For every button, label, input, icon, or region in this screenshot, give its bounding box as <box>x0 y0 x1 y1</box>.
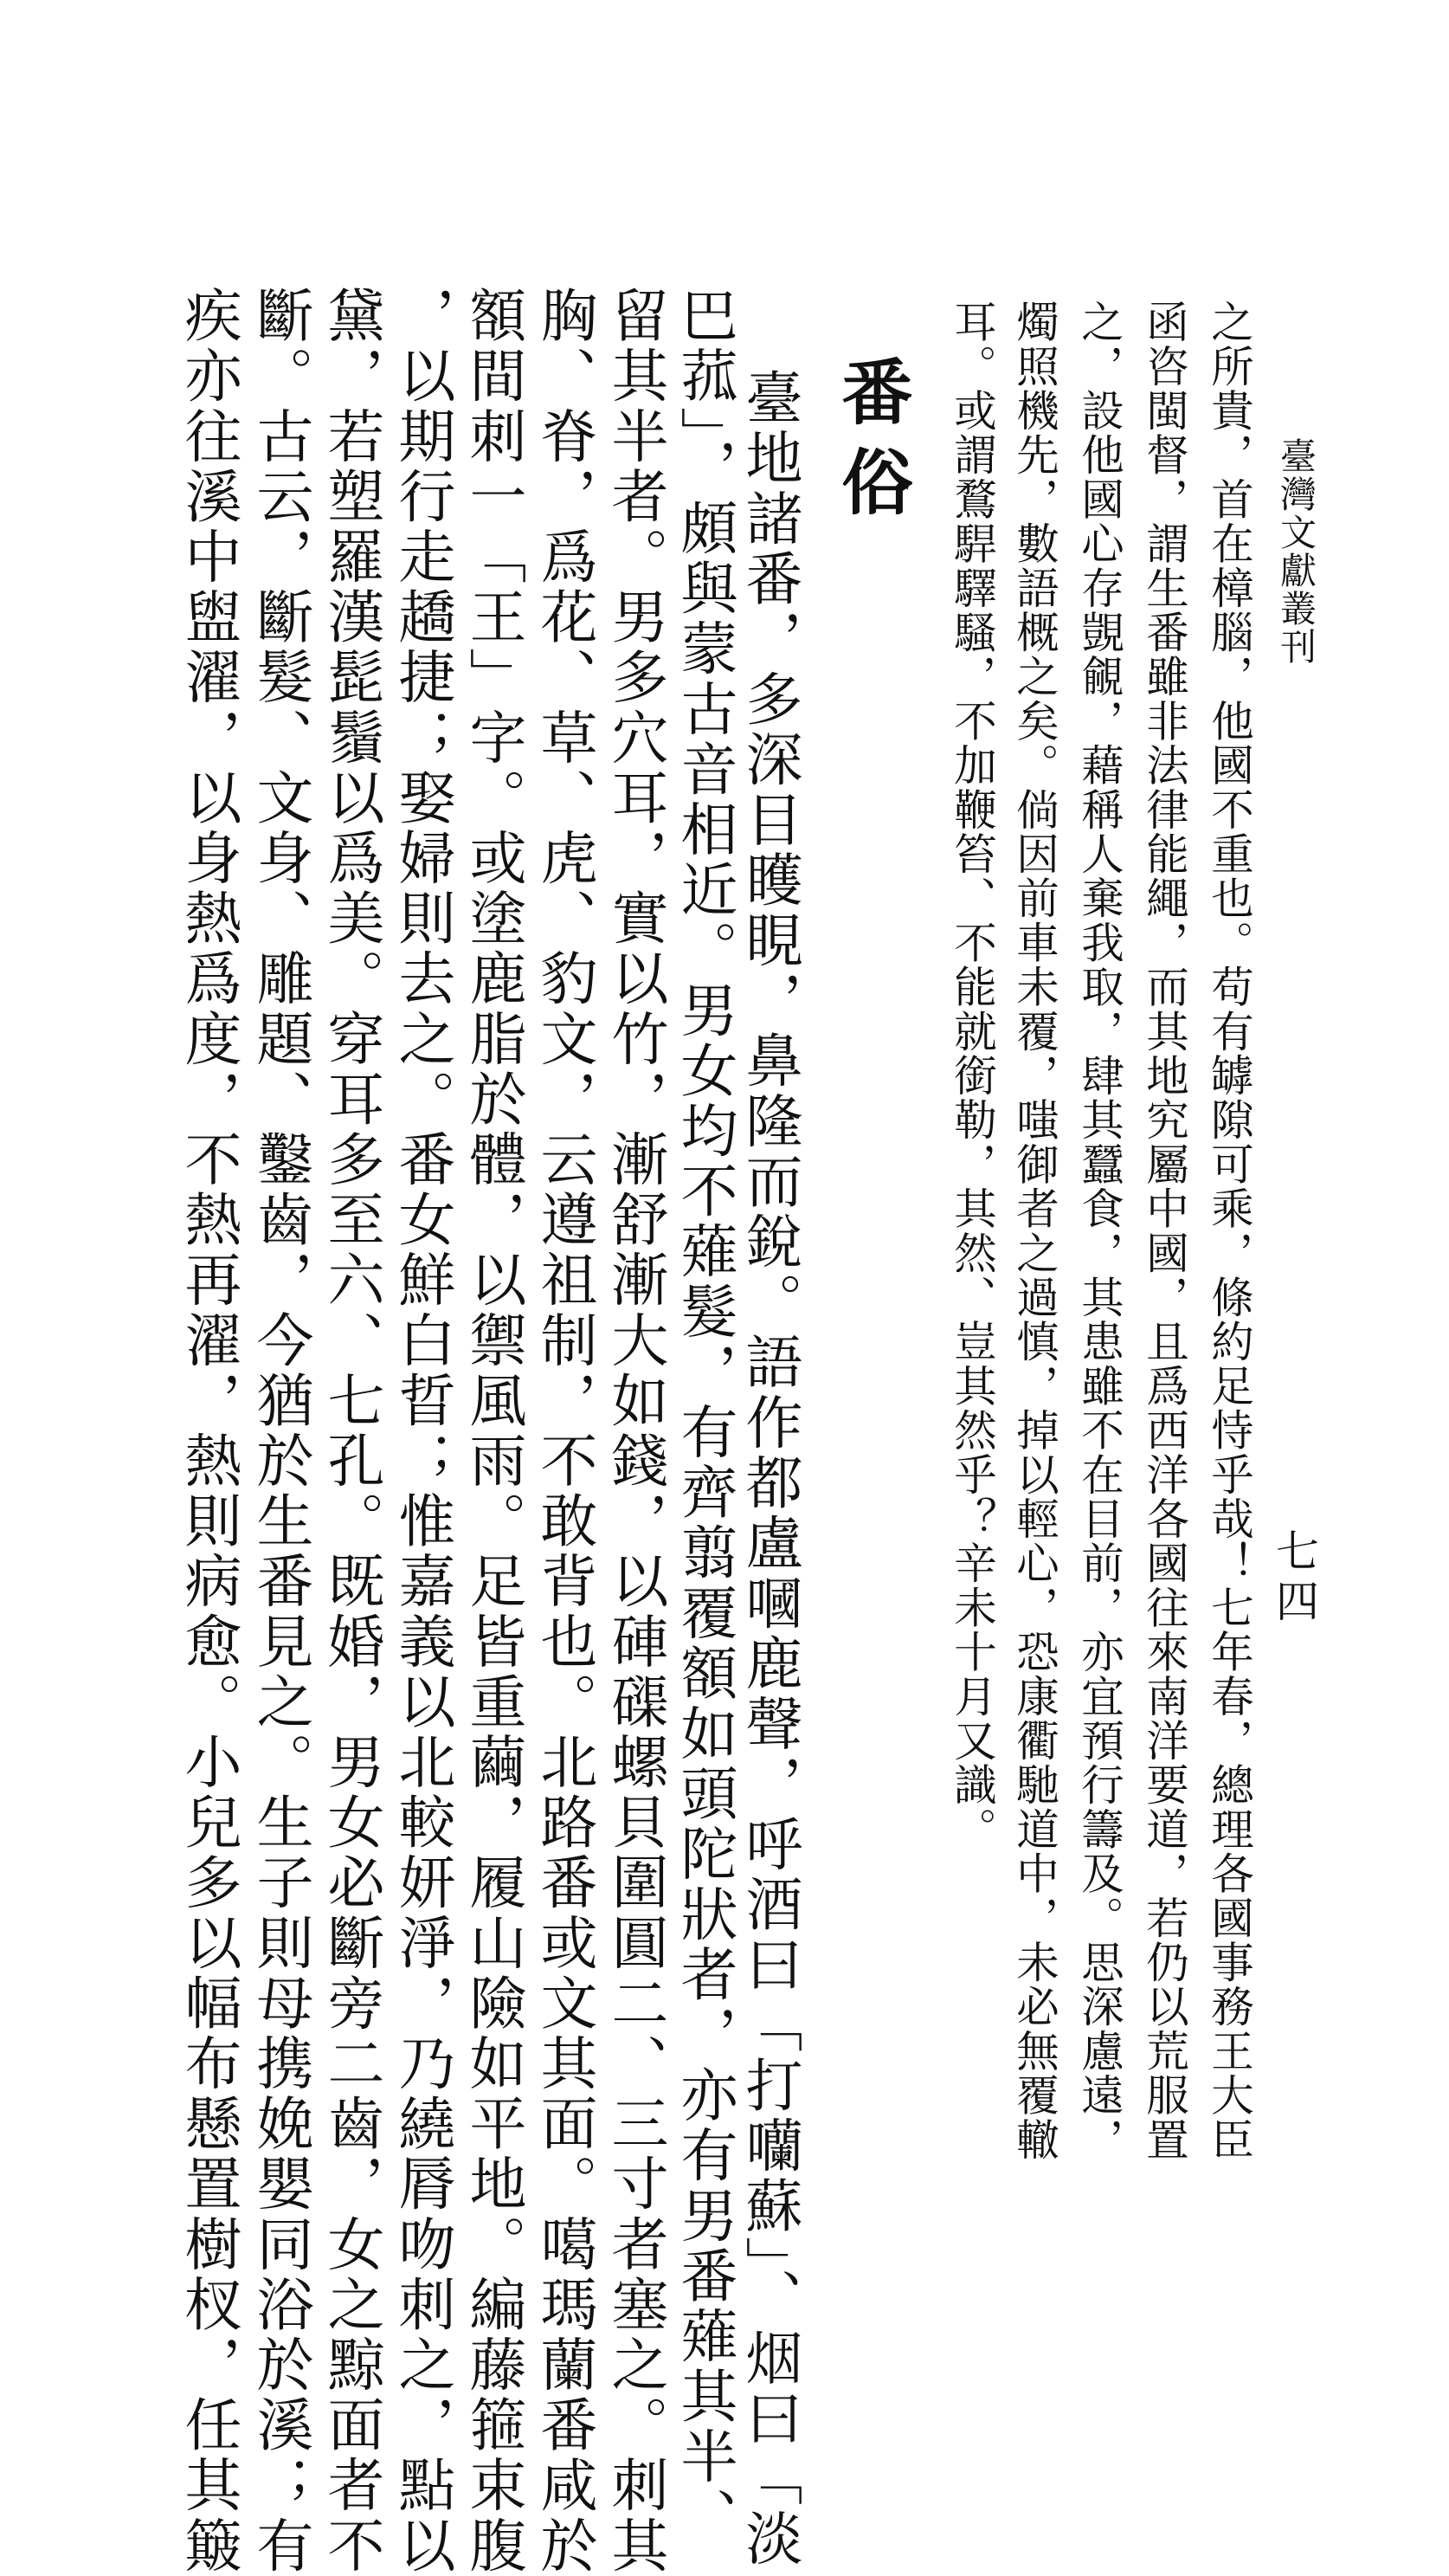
text-column: 之所貴，首在樟腦，他國不重也。苟有罅隙可乘，條約足恃乎哉！七年春，總理各國事務王大臣 <box>1204 300 1255 2162</box>
text-column: 臺地諸番，多深目矆睍，鼻隆而銳。語作都盧嘓鹿聲，呼酒曰「打囒蘇」、烟曰「淡 <box>736 368 802 2570</box>
text-column: ，以期行走趫捷；娶婦則去之。番女鮮白晢；惟嘉義以北較妍淨，乃繞脣吻刺之，點以 <box>389 286 455 2576</box>
page-number: 七四 <box>1269 1528 1319 1629</box>
text-column: 留其半者。男多穴耳，實以竹，漸舒漸大如錢，以硨磲螺貝圍圓二、三寸者塞之。刺其 <box>602 286 668 2576</box>
text-column: 胸、脊，爲花、草、虎、豹文，云遵祖制，不敢背也。北路番或文其面。噶瑪蘭番咸於 <box>531 286 597 2576</box>
text-column: 之，設他國心存覬覦，藉稱人棄我取，肆其蠶食，其患雖不在目前，亦宜預行籌及。思深慮遠， <box>1074 300 1125 2162</box>
text-column: 燭照機先，數語概之矣。倘因前車未覆，嗤御者之過慎，掉以輕心，恐康衢馳道中，未必無覆轍 <box>1009 300 1060 2162</box>
text-column: 巴菰」，頗與蒙古音相近。男女均不薙髮，有齊翦覆額如頭陀狀者，亦有男番薙其半、 <box>671 286 737 2547</box>
text-column: 額間刺一「王」字。或塗鹿脂於體，以禦風雨。足皆重繭，履山險如平地。編藤箍束腹 <box>460 286 526 2576</box>
text-column: 函咨閩督，謂生番雖非法律能繩，而其地究屬中國，且爲西洋各國往來南洋要道，若仍以荒服置 <box>1139 300 1190 2162</box>
section-title: 番俗 <box>830 355 913 535</box>
text-column: 斷。古云，斷髮、文身、雕題、鑿齒，今猶於生番見之。生子則母携娩嬰同浴於溪；有 <box>247 286 313 2576</box>
running-header-book-title: 臺灣文獻叢刊 <box>1275 437 1317 666</box>
text-column: 疾亦往溪中盥濯，以身熱爲度，不熱再濯，熱則病愈。小兒多以幅布懸置樹杈，任其簸 <box>175 286 242 2576</box>
text-column: 耳。或謂鶩駻驛騷，不加鞭笞、不能就銜勒，其然、豈其然乎？辛未十月又識。 <box>947 300 998 1851</box>
text-column: 黛，若塑羅漢髭鬚以爲美。穿耳多至六、七孔。既婚，男女必斷旁二齒，女之黥面者不 <box>318 286 384 2576</box>
